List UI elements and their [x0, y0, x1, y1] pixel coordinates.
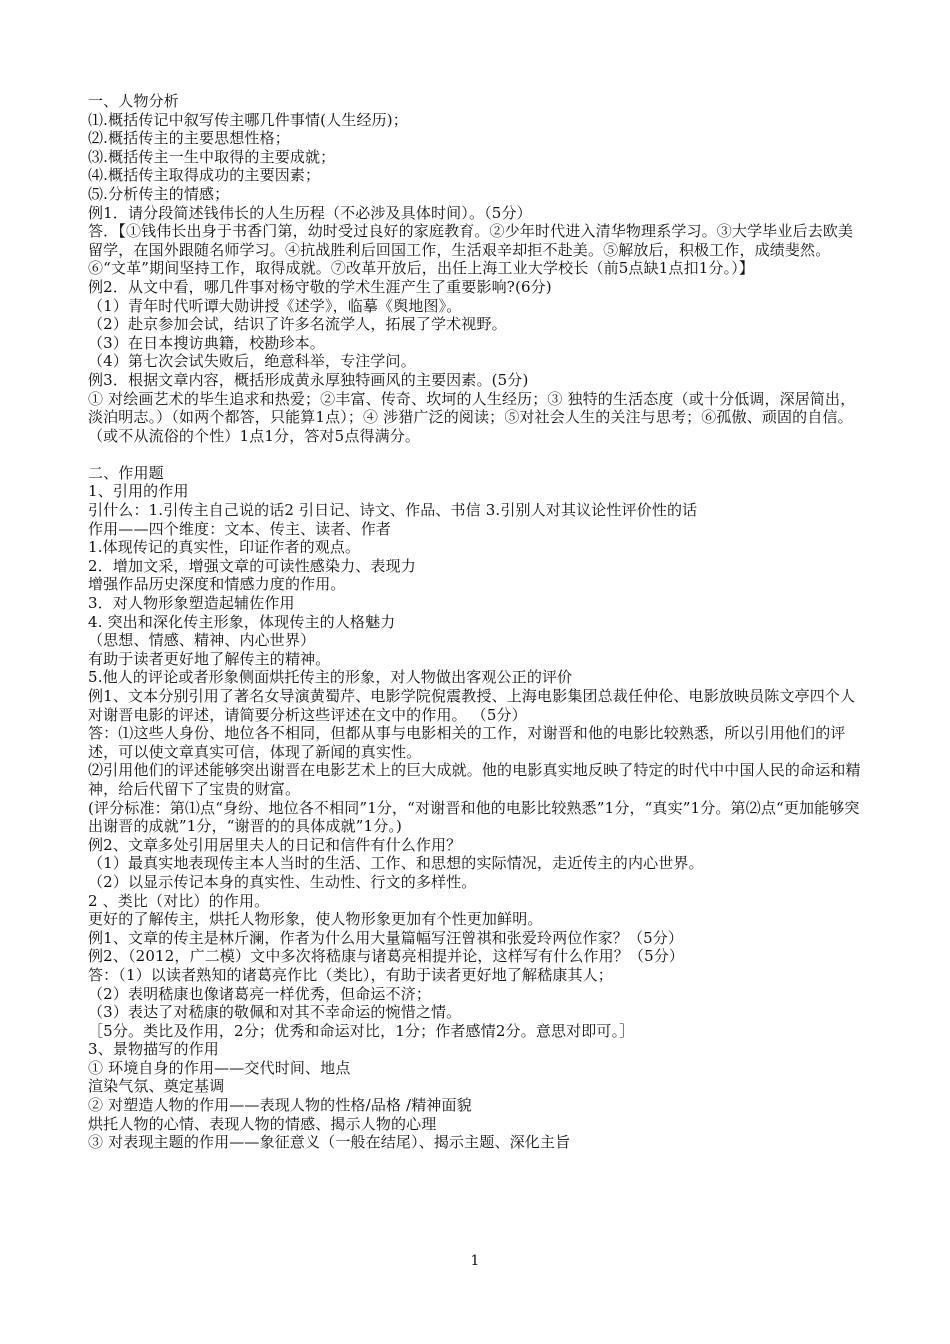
- scenery-item: ③ 对表现主题的作用——象征意义（一般在结尾）、揭示主题、深化主旨: [88, 1133, 571, 1152]
- function-item: 3．对人物形象塑造起辅佐作用: [88, 594, 295, 613]
- example-answer: （3）在日本搜访典籍，校勘珍本。: [88, 333, 325, 352]
- scenery-item: ② 对塑造人物的作用——表现人物的性格/品格 /精神面貌: [88, 1096, 472, 1115]
- quote-types: 引什么：1.引传主自己说的话2 引日记、诗文、作品、书信 3.引别人对其议论性评价性的话: [88, 501, 698, 520]
- function-item: 1.体现传记的真实性，印证作者的观点。: [88, 538, 361, 557]
- function-item: 2．增加文采，增强文章的可读性感染力、表现力: [88, 556, 416, 575]
- example-answer: （4）第七次会试失败后，绝意科举，专注学问。: [88, 352, 416, 371]
- analysis-point: ⑶.概括传主一生中取得的主要成就；: [88, 147, 336, 166]
- example-answer: （1）青年时代听谭大勋讲授《述学》，临摹《舆地图》。: [88, 296, 462, 315]
- example-answer: （3）表达了对嵇康的敬佩和对其不幸命运的惋惜之情。: [88, 1003, 462, 1022]
- example-answer: 答．【①钱伟长出身于书香门第，幼时受过良好的家庭教育。②少年时代进入清华物理系学习。③大学毕业后去欧美留学，在国外跟随名师学习。④抗战胜利后回国工作，生活艰辛却拒不赴美。⑤解放后，积极工作，成绩斐然。⑥“文革”期间坚持工作，取得成就。⑦改革开放后，出任上海工业大学校长（前5点缺1点扣1分。）】: [88, 222, 854, 278]
- example-question: 例2、（2012，广二模）文中多次将嵇康与诸葛亮相提并论，这样写有什么作用？（5分）: [88, 947, 685, 966]
- scenery-item: 烘托人物的心情、表现人物的情感、揭示人物的心理: [88, 1114, 437, 1133]
- example-question: 例3．根据文章内容，概括形成黄永厚独特画风的主要因素。(5分): [88, 370, 529, 389]
- example-answer: 答：⑴这些人身份、地位各不相同，但都从事与电影相关的工作，对谢晋和他的电影比较熟悉，所以引用他们的评述，可以使文章真实可信，体现了新闻的真实性。: [88, 724, 846, 761]
- subsection-title: 2 、类比（对比）的作用。: [88, 891, 270, 910]
- example-answer: （2）以显示传记本身的真实性、生动性、行文的多样性。: [88, 872, 477, 891]
- analysis-point: ⑴.概括传记中叙写传主哪几件事情(人生经历)；: [88, 110, 408, 129]
- function-dimensions: 作用——四个维度：文本、传主、读者、作者: [88, 519, 392, 538]
- scenery-item: 渲染气氛、奠定基调: [88, 1077, 225, 1096]
- example-answer: 答：（1）以读者熟知的诸葛亮作比（类比），有助于读者更好地了解嵇康其人；: [88, 965, 613, 984]
- function-item: 增强作品历史深度和情感力度的作用。: [88, 575, 346, 594]
- subsection-title: 3、景物描写的作用: [88, 1040, 219, 1059]
- paragraph-gap: [88, 445, 864, 464]
- analysis-point: ⑸.分析传主的情感；: [88, 184, 230, 203]
- example-question: 例1、文本分别引用了著名女导演黄蜀芹、电影学院倪震教授、上海电影集团总裁任仲伦、电影放映员陈文亭四个人对谢晋电影的评述，请简要分析这些评述在文中的作用。 （5分）: [88, 687, 856, 724]
- analysis-point: ⑷.概括传主取得成功的主要因素；: [88, 166, 321, 185]
- subsection-title: 1、引用的作用: [88, 482, 189, 501]
- scenery-item: ① 环境自身的作用——交代时间、地点: [88, 1058, 351, 1077]
- scoring-standard: ［5分。类比及作用，2分；优秀和命运对比，1分；作者感情2分。意思对即可。］: [88, 1021, 635, 1040]
- example-question: 例2、文章多处引用居里夫人的日记和信件有什么作用？: [88, 835, 462, 854]
- scoring-standard: (评分标准：第⑴点“身纷、地位各不相同”1分，“对谢晋和他的电影比较熟悉”1分，“真实”1分。第⑵点“更加能够突出谢晋的成就”1分，“谢晋的的具体成就”1分。): [88, 798, 860, 836]
- function-item: （思想、情感、精神、内心世界）: [88, 631, 316, 650]
- function-item: 5.他人的评论或者形象侧面烘托传主的形象，对人物做出客观公正的评价: [88, 668, 573, 687]
- example-answer: ① 对绘画艺术的毕生追求和热爱；②丰富、传奇、坎坷的人生经历；③ 独特的生活态度（或十分低调，深居简出，淡泊明志。）（如两个都答，只能算1点）；④ 涉猎广泛的阅读；⑤对社会人生的关注与思考；⑥孤傲、顽固的自信。（或不从流俗的个性）1点1分，答对5点得满分。: [88, 389, 856, 445]
- example-answer: ⑵引用他们的评述能够突出谢晋在电影艺术上的巨大成就。他的电影真实地反映了特定的时代中中国人民的命运和精神，给后代留下了宝贵的财富。: [88, 761, 861, 798]
- function-item: 有助于读者更好地了解传主的精神。: [88, 649, 331, 668]
- section-heading: 二、作用题: [88, 463, 164, 482]
- function-item: 4. 突出和深化传主形象，体现传主的人格魅力: [88, 612, 396, 631]
- example-question: 例1．请分段简述钱伟长的人生历程（不必涉及具体时间）。（5分）: [88, 203, 532, 222]
- page-number: 1: [470, 1253, 480, 1269]
- analysis-point: ⑵.概括传主的主要思想性格；: [88, 129, 290, 148]
- section-heading: 一、人物分析: [88, 92, 179, 110]
- example-question: 例2．从文中看，哪几件事对杨守敬的学术生涯产生了重要影响?(6分): [88, 277, 552, 296]
- example-answer: （1）最真实地表现传主本人当时的生活、工作、和思想的实际情况，走近传主的内心世界。: [88, 854, 704, 873]
- subsection-description: 更好的了解传主，烘托人物形象，使人物形象更加有个性更加鲜明。: [88, 910, 543, 929]
- example-answer: （2）表明嵇康也像诸葛亮一样优秀，但命运不济；: [88, 984, 431, 1003]
- example-question: 例1、文章的传主是林斤澜，作者为什么用大量篇幅写汪曾祺和张爱玲两位作家？（5分）: [88, 928, 684, 947]
- example-answer: （2）赴京参加会试，结识了许多名流学人，拓展了学术视野。: [88, 315, 507, 334]
- document-body: [88, 92, 864, 1152]
